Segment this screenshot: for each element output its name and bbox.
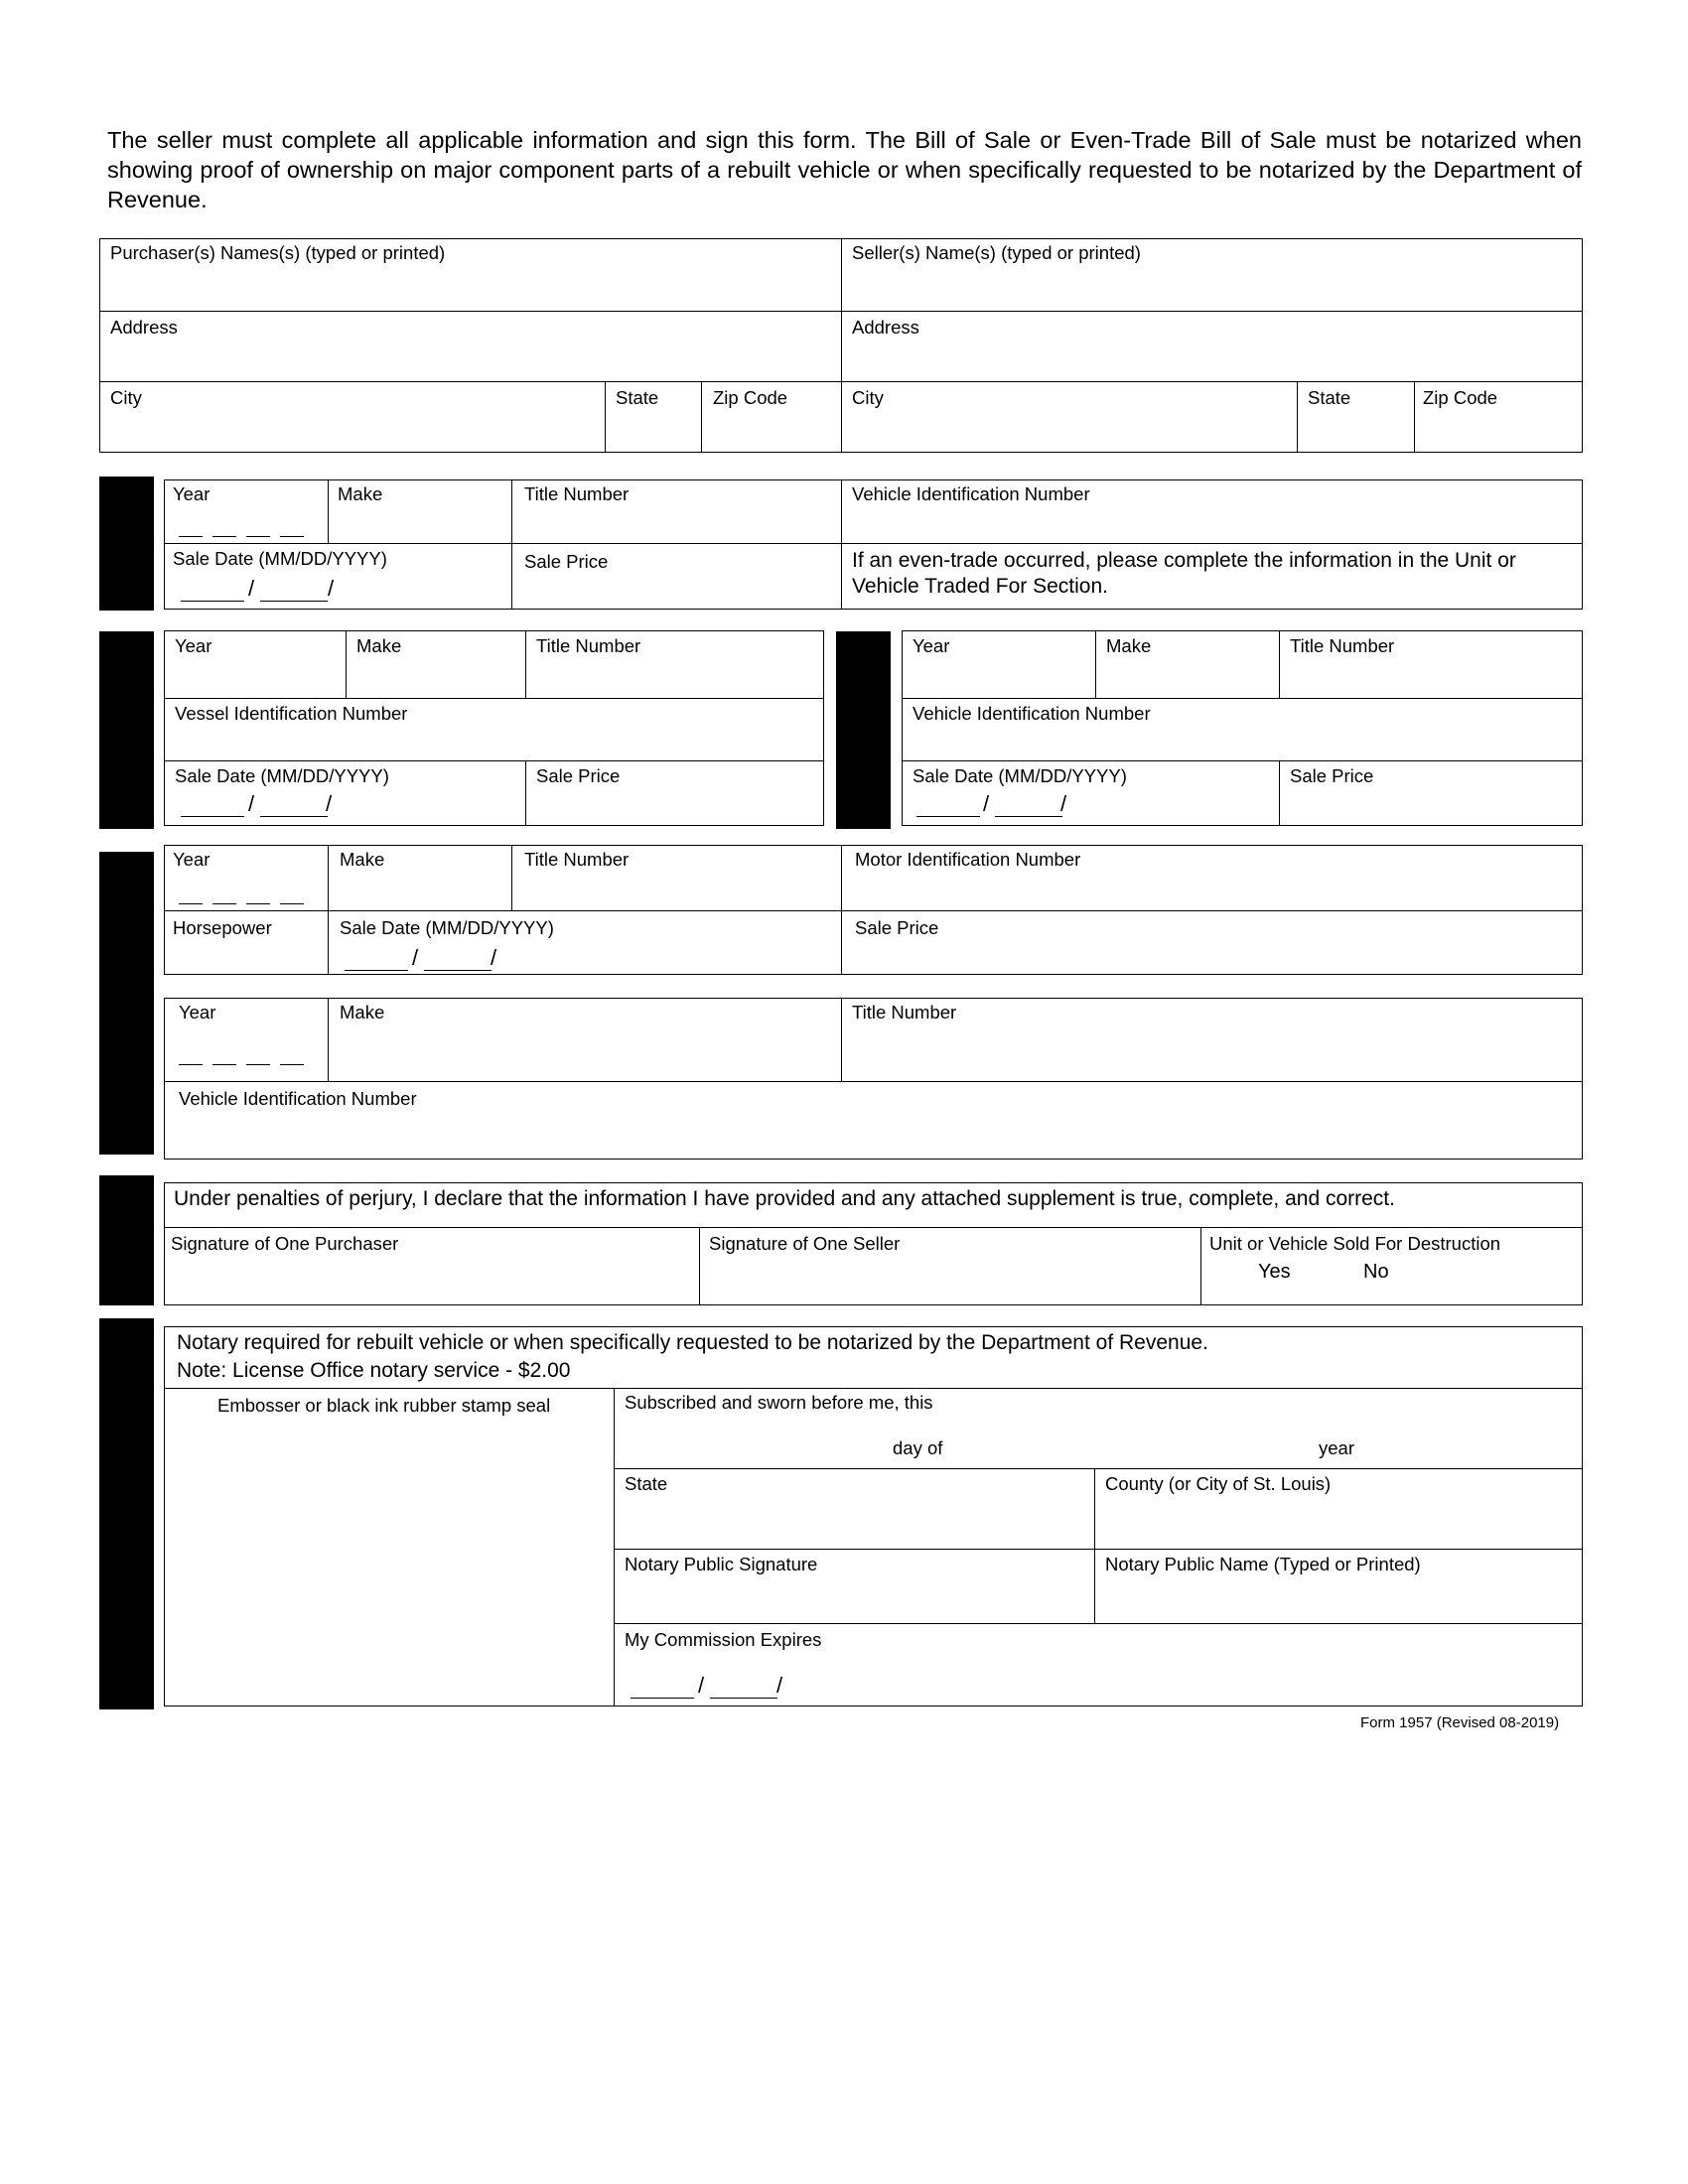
destruction-no-option[interactable]: No [1363, 1261, 1389, 1283]
seller-city-field[interactable]: City [852, 387, 884, 408]
traded-sale-price-field[interactable]: Sale Price [1290, 765, 1374, 786]
notary-section [164, 1326, 1583, 1706]
year-field[interactable]: year [1319, 1437, 1354, 1458]
motor-year-field[interactable]: Year [173, 849, 211, 870]
traded-year-field[interactable]: Year [913, 635, 950, 656]
purchaser-zip-field[interactable]: Zip Code [713, 387, 788, 408]
motor-make-field[interactable]: Make [340, 849, 385, 870]
vehicle-title-number-field[interactable]: Title Number [524, 483, 630, 504]
motor-title-number-field[interactable]: Title Number [524, 849, 630, 870]
trailer-make-field[interactable]: Make [340, 1002, 385, 1023]
seller-zip-field[interactable]: Zip Code [1423, 387, 1498, 408]
destruction-yes-option[interactable]: Yes [1258, 1261, 1291, 1283]
day-of-field[interactable]: day of [893, 1437, 943, 1458]
vessel-year-field[interactable]: Year [175, 635, 212, 656]
seller-names-field[interactable]: Seller(s) Name(s) (typed or printed) [852, 242, 1141, 263]
motor-sale-date-field[interactable]: Sale Date (MM/DD/YYYY) [340, 917, 554, 938]
purchaser-city-field[interactable]: City [110, 387, 142, 408]
subscribed-sworn-label: Subscribed and sworn before me, this [625, 1392, 933, 1413]
trailer-year-field[interactable]: Year [179, 1002, 216, 1023]
traded-vin-field[interactable]: Vehicle Identification Number [913, 703, 1151, 724]
traded-section-bar [836, 631, 891, 829]
seller-address-field[interactable]: Address [852, 317, 919, 338]
motor-id-field[interactable]: Motor Identification Number [855, 849, 1081, 870]
notary-fee-note: Note: License Office notary service - $2.00 [177, 1359, 571, 1382]
purchaser-state-field[interactable]: State [616, 387, 659, 408]
notary-seal-area: Embosser or black ink rubber stamp seal [217, 1395, 551, 1416]
purchaser-address-field[interactable]: Address [110, 317, 178, 338]
perjury-declaration: Under penalties of perjury, I declare that the information I have provided and any attached supplement is true, complete, and correct. [174, 1187, 1395, 1210]
horsepower-field[interactable]: Horsepower [173, 917, 272, 938]
notary-requirement-note: Notary required for rebuilt vehicle or when specifically requested to be notarized by the Department of Revenue. [177, 1331, 1208, 1354]
vehicle-year-field[interactable]: Year [173, 483, 211, 504]
vehicle-section-bar [99, 477, 154, 611]
seller-signature-field[interactable]: Signature of One Seller [709, 1233, 901, 1254]
even-trade-note: If an even-trade occurred, please complete the information in the Unit or Vehicle Traded For Section. [852, 549, 1516, 598]
certification-section-bar [99, 1175, 154, 1305]
notary-signature-field[interactable]: Notary Public Signature [625, 1554, 818, 1574]
commission-expires-field[interactable]: My Commission Expires [625, 1629, 822, 1650]
vehicle-make-field[interactable]: Make [338, 483, 383, 504]
notary-state-field[interactable]: State [625, 1473, 668, 1494]
notary-county-field[interactable]: County (or City of St. Louis) [1105, 1473, 1332, 1494]
traded-title-number-field[interactable]: Title Number [1290, 635, 1395, 656]
vessel-make-field[interactable]: Make [356, 635, 402, 656]
vehicle-vin-field[interactable]: Vehicle Identification Number [852, 483, 1090, 504]
purchaser-names-field[interactable]: Purchaser(s) Names(s) (typed or printed) [110, 242, 446, 263]
notary-name-field[interactable]: Notary Public Name (Typed or Printed) [1105, 1554, 1421, 1574]
motor-sale-price-field[interactable]: Sale Price [855, 917, 939, 938]
traded-sale-date-field[interactable]: Sale Date (MM/DD/YYYY) [913, 765, 1127, 786]
vessel-section-bar [99, 631, 154, 829]
vessel-section [164, 630, 824, 826]
traded-section [902, 630, 1583, 826]
purchaser-signature-field[interactable]: Signature of One Purchaser [171, 1233, 399, 1254]
trailer-vin-field[interactable]: Vehicle Identification Number [179, 1088, 417, 1109]
destruction-label: Unit or Vehicle Sold For Destruction [1209, 1233, 1501, 1254]
vehicle-sale-price-field[interactable]: Sale Price [524, 551, 609, 572]
vessel-sale-price-field[interactable]: Sale Price [536, 765, 621, 786]
notary-section-bar [99, 1318, 154, 1709]
seller-state-field[interactable]: State [1308, 387, 1351, 408]
traded-make-field[interactable]: Make [1106, 635, 1152, 656]
vessel-id-field[interactable]: Vessel Identification Number [175, 703, 408, 724]
trailer-title-number-field[interactable]: Title Number [852, 1002, 957, 1023]
vessel-title-number-field[interactable]: Title Number [536, 635, 641, 656]
vehicle-sale-date-field[interactable]: Sale Date (MM/DD/YYYY) [173, 548, 387, 569]
vessel-sale-date-field[interactable]: Sale Date (MM/DD/YYYY) [175, 765, 389, 786]
form-number: Form 1957 (Revised 08-2019) [1360, 1714, 1560, 1731]
motor-trailer-section-bar [99, 852, 154, 1155]
intro-text: The seller must complete all applicable information and sign this form. The Bill of Sale or Even-Trade Bill of Sale must be notarized when showing proof of ownership on major component parts of a rebuilt vehicle or when specifically requested to be notarized by the Department of Revenue. [107, 127, 1582, 212]
